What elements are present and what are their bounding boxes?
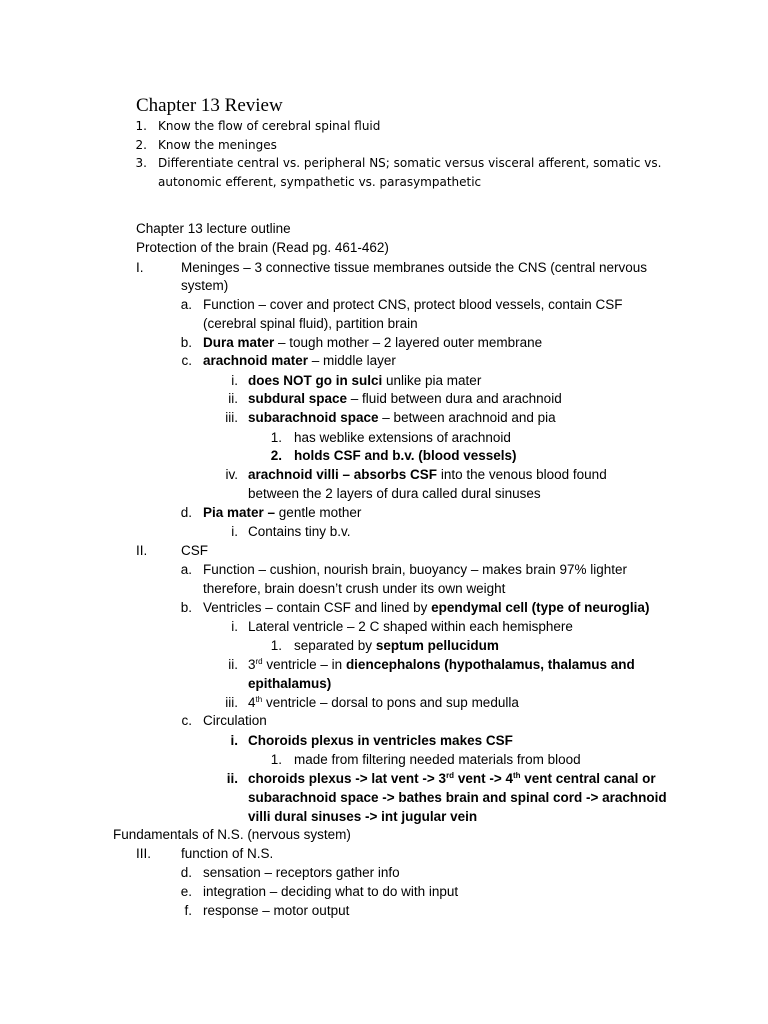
- outline-text: does NOT go in sulci unlike pia mater: [248, 373, 482, 388]
- outline-marker: iii.: [225, 695, 238, 710]
- outline-text: subarachnoid space -> bathes brain and spinal cord -> arachnoid: [248, 790, 667, 805]
- list-marker: 2.: [135, 138, 147, 152]
- review-item: Know the meninges: [158, 138, 277, 152]
- outline-marker: 1.: [270, 638, 282, 653]
- outline-marker: ii.: [226, 771, 238, 786]
- outline-text: Ventricles – contain CSF and lined by ependymal cell (type of neuroglia): [203, 600, 650, 615]
- outline-marker: I.: [136, 260, 144, 275]
- outline-text: between the 2 layers of dura called dural sinuses: [248, 486, 541, 501]
- outline-marker: c.: [181, 353, 192, 368]
- review-item: Differentiate central vs. peripheral NS; somatic versus visceral afferent, somatic vs.: [158, 156, 662, 170]
- outline-marker: 1.: [270, 430, 282, 445]
- outline-marker: d.: [180, 505, 192, 520]
- outline-text: function of N.S.: [181, 846, 274, 861]
- outline-text: choroids plexus -> lat vent -> 3rd vent -> 4th vent central canal or: [248, 771, 656, 786]
- review-item-continued: autonomic efferent, sympathetic vs. parasympathetic: [158, 175, 482, 189]
- outline-text: villi dural sinuses -> int jugular vein: [248, 809, 478, 824]
- outline-text: made from filtering needed materials from blood: [294, 752, 581, 767]
- outline-marker: II.: [136, 543, 148, 558]
- outline-text: epithalamus): [248, 676, 332, 691]
- outline-marker: i.: [231, 373, 238, 388]
- outline-marker: d.: [180, 865, 192, 880]
- outline-text: (cerebral spinal fluid), partition brain: [203, 316, 418, 331]
- outline-text: sensation – receptors gather info: [203, 865, 400, 880]
- outline-marker: 1.: [270, 752, 282, 767]
- outline-text: Pia mater – gentle mother: [203, 505, 362, 520]
- outline-text: Dura mater – tough mother – 2 layered outer membrane: [203, 335, 543, 350]
- outline-marker: f.: [184, 903, 192, 918]
- outline-text: subdural space – fluid between dura and arachnoid: [248, 391, 562, 406]
- outline-text: arachnoid villi – absorbs CSF into the venous blood found: [248, 467, 607, 482]
- outline-marker: ii.: [228, 391, 238, 406]
- outline-marker: i.: [231, 524, 238, 539]
- list-marker: 3.: [135, 156, 147, 170]
- outline-marker: b.: [180, 335, 192, 350]
- outline-marker: b.: [180, 600, 192, 615]
- outline-text: 4th ventricle – dorsal to pons and sup medulla: [248, 695, 519, 710]
- outline-text: holds CSF and b.v. (blood vessels): [294, 448, 517, 463]
- outline-text: response – motor output: [203, 903, 350, 918]
- outline-text: CSF: [181, 543, 208, 558]
- outline-heading: Chapter 13 lecture outline: [136, 221, 291, 236]
- outline-text: Circulation: [203, 713, 267, 728]
- outline-text: arachnoid mater – middle layer: [203, 353, 396, 368]
- outline-text: Choroids plexus in ventricles makes CSF: [248, 733, 513, 748]
- outline-marker: III.: [136, 846, 152, 861]
- outline-text: integration – deciding what to do with input: [203, 884, 459, 899]
- outline-text: therefore, brain doesn’t crush under its own weight: [203, 581, 506, 596]
- list-marker: 1.: [135, 119, 147, 133]
- page-title: Chapter 13 Review: [136, 95, 283, 116]
- outline-text: 3rd ventricle – in diencephalons (hypothalamus, thalamus and: [248, 657, 635, 672]
- outline-marker: a.: [180, 297, 192, 312]
- outline-text: Function – cushion, nourish brain, buoyancy – makes brain 97% lighter: [203, 562, 627, 577]
- outline-text: Function – cover and protect CNS, protect blood vessels, contain CSF: [203, 297, 623, 312]
- outline-text: system): [181, 278, 229, 293]
- outline-text: Contains tiny b.v.: [248, 524, 351, 539]
- outline-marker: iv.: [225, 467, 238, 482]
- outline-text: Meninges – 3 connective tissue membranes outside the CNS (central nervous: [181, 260, 647, 275]
- outline-text: separated by septum pellucidum: [294, 638, 499, 653]
- outline-text: has weblike extensions of arachnoid: [294, 430, 511, 445]
- review-item: Know the flow of cerebral spinal fluid: [158, 119, 381, 133]
- outline-marker: e.: [180, 884, 192, 899]
- section-heading: Protection of the brain (Read pg. 461-462): [136, 240, 389, 255]
- outline-marker: ii.: [228, 657, 238, 672]
- outline-marker: i.: [230, 733, 238, 748]
- section-heading: Fundamentals of N.S. (nervous system): [113, 827, 351, 842]
- outline-marker: iii.: [225, 410, 238, 425]
- outline-marker: c.: [181, 713, 192, 728]
- outline-text: subarachnoid space – between arachnoid and pia: [248, 410, 556, 425]
- outline-marker: a.: [180, 562, 192, 577]
- outline-marker: 2.: [270, 448, 282, 463]
- outline-marker: i.: [231, 619, 238, 634]
- outline-text: Lateral ventricle – 2 C shaped within each hemisphere: [248, 619, 573, 634]
